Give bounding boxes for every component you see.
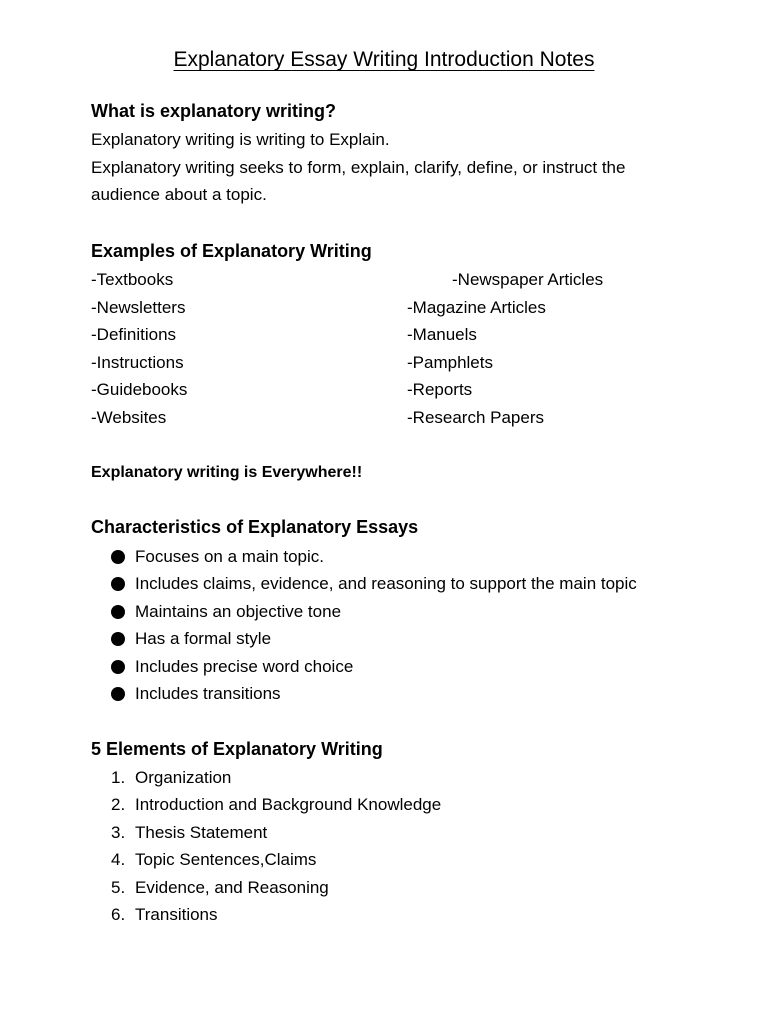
example-right-item: -Magazine Articles <box>407 298 546 317</box>
example-left-item: -Definitions <box>91 325 177 344</box>
list-item <box>111 598 637 625</box>
bullet-icon <box>111 660 125 674</box>
list-item <box>111 680 637 707</box>
list-item-text: Includes transitions <box>135 684 281 704</box>
list-number: 4. <box>111 850 126 870</box>
section-heading-characteristics: Characteristics of Explanatory Essays <box>91 517 419 537</box>
example-right-item: -Pamphlets <box>407 353 493 372</box>
list-item-text: Includes claims, evidence, and reasoning to support the main topic <box>135 574 637 594</box>
example-right-item: -Manuels <box>407 325 477 344</box>
list-item <box>111 570 637 597</box>
definition-line-2: Explanatory writing seeks to form, explain, clarify, define, or instruct the <box>91 158 626 177</box>
bullet-icon <box>111 577 125 591</box>
list-number: 2. <box>111 795 126 815</box>
list-item-text: Maintains an objective tone <box>135 601 342 621</box>
list-item-text: Focuses on a main topic. <box>135 547 324 566</box>
section-heading-elements: 5 Elements of Explanatory Writing <box>91 739 383 759</box>
list-item <box>111 901 441 928</box>
example-right-item: -Reports <box>407 380 473 399</box>
page-title-text: Explanatory Essay Writing Introduction Notes <box>173 48 595 71</box>
example-left-item: -Textbooks <box>91 270 174 289</box>
section-heading-what-is: What is explanatory writing? <box>91 101 337 121</box>
definition-line-3: audience about a topic. <box>91 185 267 204</box>
definition-line-1: Explanatory writing is writing to Explain. <box>91 130 390 149</box>
list-item-text: Thesis Statement <box>135 822 268 842</box>
list-item-text: Topic Sentences,Claims <box>135 850 317 870</box>
example-left-item: -Newsletters <box>91 298 186 317</box>
list-item <box>111 543 637 570</box>
characteristics-list <box>111 543 637 707</box>
bullet-icon <box>111 687 125 701</box>
page-title <box>0 46 768 74</box>
list-item-text: Introduction and Background Knowledge <box>135 795 442 815</box>
list-number: 3. <box>111 822 126 842</box>
bullet-icon <box>111 605 125 619</box>
list-item <box>111 653 637 680</box>
bullet-icon <box>111 632 125 646</box>
emphasis-statement: Explanatory writing is Everywhere!! <box>91 464 363 481</box>
list-item <box>111 764 441 791</box>
list-item <box>111 846 441 873</box>
list-item <box>111 791 441 818</box>
list-number: 5. <box>111 877 126 897</box>
example-right-item: -Newspaper Articles <box>452 270 604 289</box>
list-number: 1. <box>111 768 126 787</box>
bullet-icon <box>111 550 125 564</box>
list-item-text: Evidence, and Reasoning <box>135 877 329 897</box>
elements-list <box>111 764 441 928</box>
section-heading-examples: Examples of Explanatory Writing <box>91 241 372 261</box>
list-item-text: Includes precise word choice <box>135 656 354 676</box>
list-number: 6. <box>111 905 126 925</box>
list-item <box>111 874 441 901</box>
list-item-text: Transitions <box>135 905 218 925</box>
list-item-text: Organization <box>135 768 232 787</box>
list-item-text: Has a formal style <box>135 629 272 649</box>
list-item <box>111 625 637 652</box>
example-left-item: -Instructions <box>91 353 184 372</box>
example-left-item: -Websites <box>91 408 167 427</box>
list-item <box>111 819 441 846</box>
example-right-item: -Research Papers <box>407 408 545 427</box>
example-left-item: -Guidebooks <box>91 380 188 399</box>
